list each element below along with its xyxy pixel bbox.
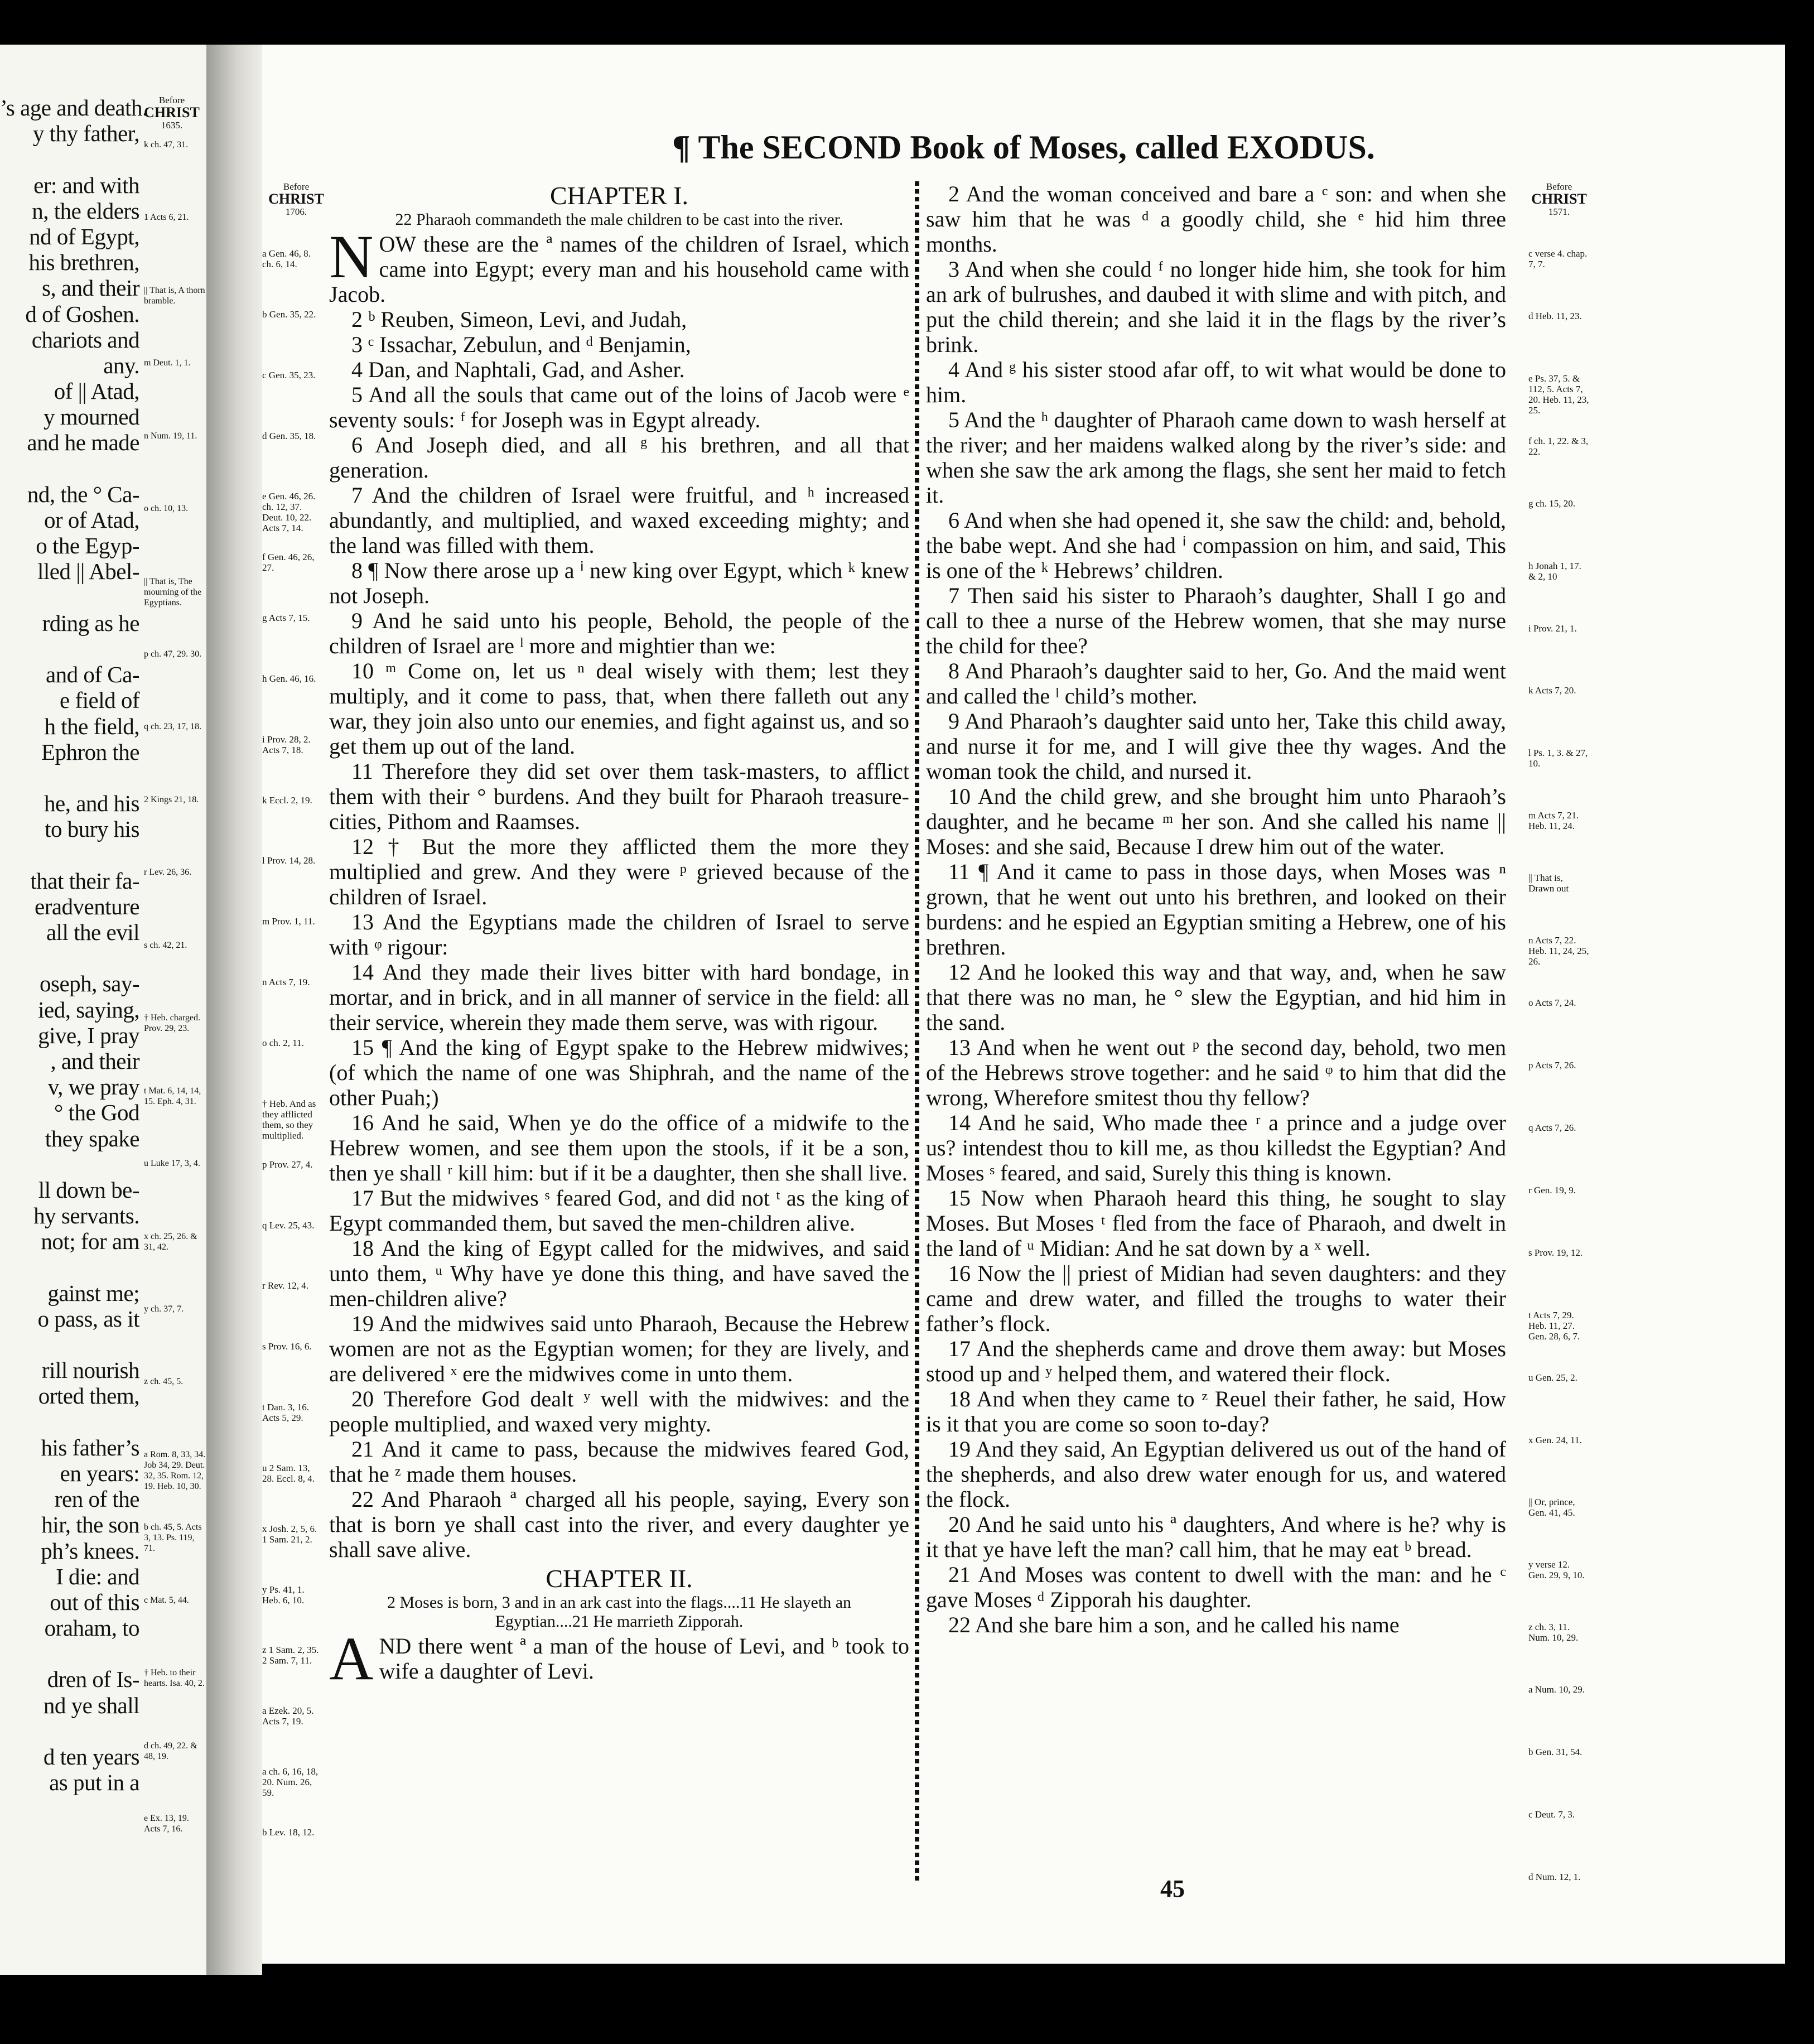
previous-page-line: hir, the son bbox=[41, 1512, 139, 1538]
previous-page-line: of || Atad, bbox=[54, 378, 139, 404]
previous-page-line: gainst me; bbox=[47, 1280, 139, 1306]
previous-page-line: oseph, say- bbox=[40, 971, 139, 997]
verse: 16 And he said, When ye do the office of a midwife to the Hebrew women, and see them upon the stools, if it be a son, then ye shall ʳ kill him: but if it be a daughter, then she shall live. bbox=[329, 1110, 909, 1185]
margin-reference-note: h Gen. 46, 16. bbox=[262, 673, 316, 684]
margin-reference-note: q Lev. 25, 43. bbox=[262, 1220, 315, 1231]
previous-page-line: oraham, to bbox=[44, 1615, 139, 1641]
verse: 9 And he said unto his people, Behold, the people of the children of Israel are ˡ more and mightier than we: bbox=[329, 608, 909, 658]
previous-page-line: dren of Is- bbox=[47, 1666, 139, 1693]
verse: 17 And the shepherds came and drove them away: but Moses stood up and ʸ helped them, and watered their flock. bbox=[926, 1336, 1506, 1386]
previous-page-line: his brethren, bbox=[28, 249, 139, 276]
previous-page-line: nd ye shall bbox=[43, 1692, 139, 1718]
margin-reference-note: z 1 Sam. 2, 35. 2 Sam. 7, 11. bbox=[262, 1645, 319, 1666]
previous-page-line: chariots and bbox=[31, 326, 139, 353]
margin-reference-note: k Eccl. 2, 19. bbox=[262, 795, 312, 806]
page-number: 45 bbox=[1160, 1875, 1185, 1902]
previous-page-line: y mourned bbox=[44, 404, 139, 430]
previous-page-line: they spake bbox=[45, 1125, 139, 1151]
previous-page-line: ° the God bbox=[54, 1100, 139, 1126]
margin-reference-note: p ch. 47, 29. 30. bbox=[144, 649, 202, 659]
verse: 12 And he looked this way and that way, and, when he saw that there was no man, he ° slew the Egyptian, and hid him in the sand. bbox=[926, 960, 1506, 1035]
margin-reference-note: m Acts 7, 21. Heb. 11, 24. bbox=[1528, 810, 1579, 831]
verse: 5 And the ʰ daughter of Pharaoh came down to wash herself at the river; and her maidens walked along by the river’s side: and when she saw the ark among the flags, she sent her maid to fetch it. bbox=[926, 407, 1506, 508]
previous-page-line: v, we pray bbox=[47, 1074, 139, 1100]
verse: 4 Dan, and Naphtali, Gad, and Asher. bbox=[351, 357, 685, 382]
verse: 14 And he said, Who made thee ʳ a prince and a judge over us? intendest thou to kill me, as thou killedst the Egyptian? And Moses ˢ feared, and said, Surely this thing is known. bbox=[926, 1110, 1506, 1185]
margin-reference-note: r Rev. 12, 4. bbox=[262, 1280, 308, 1291]
margin-reference-note: s Prov. 16, 6. bbox=[262, 1341, 312, 1352]
previous-page-line: all the evil bbox=[46, 919, 139, 945]
verse: 17 But the midwives ˢ feared God, and did not ᵗ as the king of Egypt commanded them, but saved the men-children alive. bbox=[329, 1185, 909, 1236]
previous-page-line: lled || Abel- bbox=[37, 558, 139, 585]
previous-page-line: n, the elders bbox=[32, 197, 139, 224]
verse: 2 ᵇ Reuben, Simeon, Levi, and Judah, bbox=[351, 307, 687, 332]
previous-page-line bbox=[0, 585, 139, 610]
chapter-1-verse-1 bbox=[329, 223, 909, 307]
previous-page-line: out of this bbox=[50, 1589, 139, 1615]
margin-reference-note: m Prov. 1, 11. bbox=[262, 916, 315, 927]
previous-page-line: o the Egyp- bbox=[36, 533, 139, 559]
previous-page-line: or of Atad, bbox=[44, 507, 139, 533]
verse: 4 And ᵍ his sister stood afar off, to wit what would be done to him. bbox=[926, 357, 1506, 407]
year-label: 1706. bbox=[285, 206, 307, 217]
book-title: ¶ The SECOND Book of Moses, called EXODUS. bbox=[672, 129, 1375, 166]
margin-reference-note: c Gen. 35, 23. bbox=[262, 370, 316, 380]
before-christ-previous bbox=[144, 95, 200, 131]
margin-reference-note: † Heb. to their hearts. Isa. 40, 2. bbox=[144, 1668, 205, 1688]
verse: 16 Now the || priest of Midian had seven daughters: and they came and drew water, and filled the troughs to water their father’s flock. bbox=[926, 1261, 1506, 1336]
margin-reference-note: z ch. 45, 5. bbox=[144, 1377, 184, 1386]
verse: 8 ¶ Now there arose up a ⁱ new king over Egypt, which ᵏ knew not Joseph. bbox=[329, 558, 909, 608]
previous-page-line: ren of the bbox=[54, 1486, 139, 1512]
previous-page-line: ’s age and death. bbox=[0, 95, 148, 120]
margin-reference-note: u Gen. 25, 2. bbox=[1528, 1372, 1577, 1383]
previous-page-line: give, I pray bbox=[38, 1022, 139, 1048]
margin-reference-note: s Prov. 19, 12. bbox=[1528, 1247, 1583, 1258]
verse: 18 And the king of Egypt called for the midwives, and said unto them, ᵘ Why have ye done this thing, and have saved the men-children alive? bbox=[329, 1236, 909, 1311]
verse: 22 And Pharaoh ª charged all his people, saying, Every son that is born ye shall cast into the river, and every daughter ye shall save alive. bbox=[329, 1487, 909, 1562]
before-christ-right bbox=[1528, 181, 1590, 217]
previous-page-line: , and their bbox=[50, 1048, 139, 1074]
previous-page-line: Ephron the bbox=[41, 739, 139, 765]
previous-page-line bbox=[0, 146, 139, 172]
verse: 19 And the midwives said unto Pharaoh, Because the Hebrew women are not as the Egyptian women; for they are lively, and are delivered ˣ ere the midwives come in unto them. bbox=[329, 1311, 909, 1386]
left-margin-references bbox=[262, 181, 327, 1838]
margin-reference-note: b Gen. 35, 22. bbox=[262, 309, 316, 320]
margin-reference-note: d Heb. 11, 23. bbox=[1528, 311, 1582, 321]
margin-reference-note: g Acts 7, 15. bbox=[262, 613, 310, 623]
verse: 13 And when he went out ᵖ the second day, behold, two men of the Hebrews strove together: and he said ᵠ to him that did the wrong, Wherefore smitest thou thy fellow? bbox=[926, 1035, 1506, 1110]
verse: 2 And the woman conceived and bare a ᶜ son: and when she saw him that he was ᵈ a goodly child, she ᵉ hid him three months. bbox=[926, 181, 1506, 257]
previous-page-line bbox=[0, 1151, 139, 1177]
christ-label: CHRIST bbox=[268, 191, 324, 207]
margin-reference-note: || That is, The mourning of the Egyptians. bbox=[144, 577, 202, 608]
verse-text: ND there went ª a man of the house of Levi, and ᵇ took to wife a daughter of Levi. bbox=[379, 1633, 909, 1684]
verse: 5 And all the souls that came out of the loins of Jacob were ᵉ seventy souls: ᶠ for Joseph was in Egypt already. bbox=[329, 382, 909, 432]
previous-page-line: he, and his bbox=[44, 790, 139, 817]
margin-reference-note: f ch. 1, 22. & 3, 22. bbox=[1528, 436, 1589, 457]
margin-reference-note: a Num. 10, 29. bbox=[1528, 1684, 1585, 1695]
verse: 18 And when they came to ᶻ Reuel their father, he said, How is it that you are come so soon to-day? bbox=[926, 1386, 1506, 1436]
column-divider bbox=[915, 181, 919, 1883]
previous-page-line: d ten years bbox=[43, 1744, 139, 1770]
margin-reference-note: † Heb. charged. Prov. 29, 23. bbox=[144, 1013, 200, 1033]
margin-reference-note: b Lev. 18, 12. bbox=[262, 1827, 315, 1838]
previous-page-line bbox=[0, 1254, 139, 1280]
previous-page-line: en years: bbox=[60, 1460, 139, 1486]
margin-reference-note: e Ex. 13, 19. Acts 7, 16. bbox=[144, 1814, 189, 1834]
verse: 9 And Pharaoh’s daughter said unto her, Take this child away, and nurse it for me, and I will give thee thy wages. And the woman took the child, and nursed it. bbox=[926, 708, 1506, 784]
verse: 21 And Moses was content to dwell with the man: and he ᶜ gave Moses ᵈ Zipporah his daughter. bbox=[926, 1562, 1506, 1612]
previous-page-line: I die: and bbox=[56, 1563, 139, 1589]
margin-reference-note: n Num. 19, 11. bbox=[144, 431, 197, 441]
previous-page-line bbox=[0, 1718, 139, 1744]
margin-reference-note: c Deut. 7, 3. bbox=[1528, 1809, 1575, 1820]
verse: 11 Therefore they did set over them task-masters, to afflict them with their ° burdens. And they built for Pharaoh treasure-cities, Pithom and Raamses. bbox=[329, 759, 909, 834]
previous-page-line: and he made bbox=[27, 430, 139, 456]
chapter-1-heading: CHAPTER I. bbox=[550, 181, 688, 210]
margin-reference-note: i Prov. 21, 1. bbox=[1528, 623, 1577, 634]
previous-page-line: ph’s knees. bbox=[41, 1537, 139, 1564]
verse: 15 Now when Pharaoh heard this thing, he sought to slay Moses. But Moses ᵗ fled from the face of Pharaoh, and dwelt in the land of ᵘ Midian: And he sat down by a ˣ well. bbox=[926, 1185, 1506, 1261]
verse: 14 And they made their lives bitter with hard bondage, in mortar, and in brick, and in all manner of service in the field: all their service, wherein they made them serve, was with rigour. bbox=[329, 960, 909, 1035]
previous-page-line bbox=[0, 1332, 139, 1357]
margin-reference-note: t Mat. 6, 14, 14, 15. Eph. 4, 31. bbox=[144, 1086, 201, 1106]
year-label: 1571. bbox=[1548, 206, 1570, 217]
margin-reference-note: a Ezek. 20, 5. Acts 7, 19. bbox=[262, 1705, 314, 1727]
margin-reference-note: p Acts 7, 26. bbox=[1528, 1060, 1576, 1071]
margin-reference-note: a Gen. 46, 8. ch. 6, 14. bbox=[262, 248, 311, 269]
previous-page-line bbox=[0, 945, 139, 971]
margin-reference-note: y Ps. 41, 1. Heb. 6, 10. bbox=[262, 1584, 305, 1606]
previous-page-line: that their fa- bbox=[30, 867, 139, 894]
margin-reference-note: d Gen. 35, 18. bbox=[262, 431, 316, 441]
margin-reference-note: m Deut. 1, 1. bbox=[144, 358, 191, 368]
previous-page-line: ll down be- bbox=[38, 1177, 139, 1203]
previous-page-line bbox=[0, 842, 139, 867]
margin-reference-note: x ch. 25, 26. & 31, 42. bbox=[144, 1232, 197, 1252]
margin-reference-note: z ch. 3, 11. Num. 10, 29. bbox=[1528, 1622, 1579, 1643]
verse: 21 And it came to pass, because the midwives feared God, that he ᶻ made them houses. bbox=[329, 1436, 909, 1487]
verse: 10 ᵐ Come on, let us ⁿ deal wisely with them; lest they multiply, and it come to pass, that, when there falleth out any war, they join also unto our enemies, and fight against us, and so get them up out of the land. bbox=[329, 658, 909, 759]
margin-reference-note: c Mat. 5, 44. bbox=[144, 1595, 189, 1605]
chapter-2-verses bbox=[926, 181, 1506, 1637]
chapter-2-summary: 2 Moses is born, 3 and in an ark cast into the flags....11 He slayeth an Egyptian....21 He marrieth Zipporah. bbox=[387, 1593, 852, 1631]
margin-reference-note: u 2 Sam. 13, 28. Eccl. 8, 4. bbox=[262, 1463, 315, 1484]
previous-page-line: o pass, as it bbox=[37, 1305, 139, 1332]
drop-cap-n: N bbox=[329, 223, 374, 291]
previous-page-line: rill nourish bbox=[41, 1357, 139, 1383]
before-christ-line: CHRIST bbox=[144, 104, 200, 120]
previous-page-line: hy servants. bbox=[33, 1203, 139, 1229]
previous-page-line: nd, the ° Ca- bbox=[27, 481, 139, 507]
previous-page-line: e field of bbox=[60, 687, 139, 714]
margin-reference-note: d Num. 12, 1. bbox=[1528, 1872, 1581, 1882]
margin-reference-note: q ch. 23, 17, 18. bbox=[144, 722, 202, 731]
previous-page-line bbox=[0, 456, 139, 481]
christ-label: CHRIST bbox=[1531, 191, 1587, 207]
margin-reference-note: r Gen. 19, 9. bbox=[1528, 1185, 1576, 1195]
previous-page-line: h the field, bbox=[44, 713, 139, 739]
margin-reference-note: x Josh. 2, 5, 6. 1 Sam. 21, 2. bbox=[262, 1524, 317, 1545]
margin-reference-note: o ch. 10, 13. bbox=[144, 504, 189, 513]
margin-reference-note: c verse 4. chap. 7, 7. bbox=[1528, 248, 1588, 269]
margin-reference-note: l Ps. 1, 3. & 27, 10. bbox=[1528, 748, 1588, 769]
margin-reference-note: || Or, prince, Gen. 41, 45. bbox=[1528, 1497, 1575, 1518]
verse: 15 ¶ And the king of Egypt spake to the Hebrew midwives; (of which the name of one was Shiphrah, and the name of the other Puah;) bbox=[329, 1035, 909, 1110]
margin-reference-note: y verse 12. Gen. 29, 9, 10. bbox=[1528, 1559, 1585, 1580]
chapter-2-verse-1 bbox=[329, 1624, 909, 1693]
margin-reference-note: b Gen. 31, 54. bbox=[1528, 1747, 1583, 1757]
margin-reference-note: n Acts 7, 19. bbox=[262, 977, 310, 987]
margin-reference-note: o ch. 2, 11. bbox=[262, 1038, 304, 1048]
before-christ-left bbox=[266, 181, 327, 217]
margin-reference-note: a ch. 6, 16, 18, 20. Num. 26, 59. bbox=[262, 1766, 319, 1798]
margin-reference-note: l Prov. 14, 28. bbox=[262, 855, 316, 866]
book-gutter bbox=[206, 45, 262, 1975]
text-column-right bbox=[926, 181, 1506, 1637]
margin-reference-note: b ch. 45, 5. Acts 3, 13. Ps. 119, 71. bbox=[144, 1522, 202, 1553]
margin-reference-note: i Prov. 28, 2. Acts 7, 18. bbox=[262, 734, 311, 755]
verse: 7 Then said his sister to Pharaoh’s daughter, Shall I go and call to thee a nurse of the Hebrew women, that she may nurse the child for thee? bbox=[926, 583, 1506, 658]
verse: 10 And the child grew, and she brought him unto Pharaoh’s daughter, and he became ᵐ her son. And she called his name || Moses: and she said, Because I drew him out of the water. bbox=[926, 784, 1506, 859]
margin-reference-note: 1 Acts 6, 21. bbox=[144, 213, 189, 222]
text-column-left bbox=[329, 181, 909, 1693]
margin-reference-note: q Acts 7, 26. bbox=[1528, 1122, 1576, 1133]
verse: 7 And the children of Israel were fruitful, and ʰ increased abundantly, and multiplied, and waxed exceeding mighty; and the land was filled with them. bbox=[329, 483, 909, 558]
page-edge-shadow bbox=[1785, 45, 1814, 1975]
margin-reference-note: n Acts 7, 22. Heb. 11, 24, 25, 26. bbox=[1528, 935, 1589, 967]
previous-page-text bbox=[0, 95, 148, 1796]
before-christ-line: 1635. bbox=[161, 120, 183, 131]
previous-page-line: any. bbox=[103, 352, 139, 378]
previous-page-line: not; for am bbox=[41, 1228, 139, 1255]
margin-reference-note: x Gen. 24, 11. bbox=[1528, 1435, 1582, 1445]
previous-page-line: to bury his bbox=[45, 816, 139, 842]
previous-page-line: his father’s bbox=[41, 1434, 139, 1460]
main-page bbox=[262, 45, 1785, 1964]
previous-page-line bbox=[0, 765, 139, 790]
previous-page-line bbox=[0, 636, 139, 662]
verse: 20 And he said unto his ª daughters, And where is he? why is it that ye have left the man? call him, that he may eat ᵇ bread. bbox=[926, 1512, 1506, 1562]
margin-reference-note: k ch. 47, 31. bbox=[144, 140, 189, 150]
margin-reference-note: e Ps. 37, 5. & 112, 5. Acts 7, 20. Heb. 11, 23, 25. bbox=[1528, 373, 1589, 416]
verse: 22 And she bare him a son, and he called his name bbox=[948, 1612, 1400, 1637]
margin-reference-note: o Acts 7, 24. bbox=[1528, 997, 1576, 1008]
previous-page-line: er: and with bbox=[33, 172, 139, 198]
previous-page-line: orted them, bbox=[38, 1383, 139, 1409]
previous-page-line bbox=[0, 1641, 139, 1666]
margin-reference-note: k Acts 7, 20. bbox=[1528, 685, 1576, 696]
verse: 11 ¶ And it came to pass in those days, when Moses was ⁿ grown, that he went out unto his brethren, and looked on their burdens: and he espied an Egyptian smiting a Hebrew, one of his brethren. bbox=[926, 859, 1506, 960]
previous-page-line: nd of Egypt, bbox=[29, 223, 139, 249]
margin-reference-note: r Lev. 26, 36. bbox=[144, 867, 192, 877]
margin-reference-note: g ch. 15, 20. bbox=[1528, 498, 1576, 509]
margin-reference-note: e Gen. 46, 26. ch. 12, 37. Deut. 10, 22. Acts 7, 14. bbox=[262, 491, 316, 533]
chapter-2-heading: CHAPTER II. bbox=[546, 1564, 693, 1593]
margin-reference-note: p Prov. 27, 4. bbox=[262, 1159, 313, 1170]
margin-reference-note: a Rom. 8, 33, 34. Job 34, 29. Deut. 32, 35. Rom. 12, 19. Heb. 10, 30. bbox=[144, 1450, 206, 1491]
previous-page-line bbox=[0, 1409, 139, 1435]
margin-reference-note: 2 Kings 21, 18. bbox=[144, 795, 199, 804]
previous-page bbox=[0, 45, 206, 1975]
right-margin-references bbox=[1528, 181, 1590, 1882]
margin-reference-note: u Luke 17, 3, 4. bbox=[144, 1159, 200, 1168]
verse-text: OW these are the ª names of the children of Israel, which came into Egypt; every man and his household came with Jacob. bbox=[329, 232, 909, 307]
previous-page-line: ied, saying, bbox=[38, 996, 139, 1023]
before-label: Before bbox=[1546, 181, 1572, 192]
margin-reference-note: h Jonah 1, 17. & 2, 10 bbox=[1528, 561, 1581, 582]
margin-reference-note: || That is, Drawn out bbox=[1528, 872, 1569, 894]
margin-reference-note: y ch. 37, 7. bbox=[144, 1304, 184, 1314]
verse: 6 And Joseph died, and all ᵍ his brethren, and all that generation. bbox=[329, 432, 909, 483]
verse: 19 And they said, An Egyptian delivered us out of the hand of the shepherds, and also drew water enough for us, and watered the flock. bbox=[926, 1436, 1506, 1512]
chapter-1-verses bbox=[329, 307, 909, 1562]
margin-reference-note: d ch. 49, 22. & 48, 19. bbox=[144, 1741, 197, 1761]
drop-cap-a: A bbox=[329, 1624, 374, 1693]
previous-page-line: and of Ca- bbox=[45, 662, 139, 688]
before-label: Before bbox=[283, 181, 310, 192]
verse: 12 † But the more they afflicted them the more they multiplied and grew. And they were ᵖ grieved because of the children of Israel. bbox=[329, 834, 909, 909]
previous-page-line: s, and their bbox=[41, 275, 139, 301]
margin-reference-note: s ch. 42, 21. bbox=[144, 941, 187, 950]
margin-reference-note: || That is, A thorn bramble. bbox=[144, 286, 205, 306]
verse: 8 And Pharaoh’s daughter said to her, Go. And the maid went and called the ˡ child’s mother. bbox=[926, 658, 1506, 708]
verse: 3 And when she could ᶠ no longer hide him, she took for him an ark of bulrushes, and daubed it with slime and with pitch, and put the child therein; and she laid it in the flags by the river’s brink. bbox=[926, 257, 1506, 357]
margin-reference-note: t Dan. 3, 16. Acts 5, 29. bbox=[262, 1402, 310, 1423]
margin-reference-note: f Gen. 46, 26, 27. bbox=[262, 552, 315, 573]
verse: 3 ᶜ Issachar, Zebulun, and ᵈ Benjamin, bbox=[351, 332, 691, 357]
previous-page-line: as put in a bbox=[49, 1770, 139, 1796]
margin-reference-note: † Heb. And as they afflicted them, so they multiplied. bbox=[262, 1098, 316, 1141]
previous-page-line: eradventure bbox=[35, 893, 139, 919]
previous-page-line: d of Goshen. bbox=[25, 301, 139, 327]
previous-page-line: y thy father, bbox=[32, 120, 139, 147]
verse: 13 And the Egyptians made the children of Israel to serve with ᵠ rigour: bbox=[329, 909, 909, 960]
verse: 6 And when she had opened it, she saw the child: and, behold, the babe wept. And she had ⁱ compassion on him, and said, This is one of the ᵏ Hebrews’ children. bbox=[926, 508, 1506, 583]
verse: 20 Therefore God dealt ʸ well with the midwives: and the people multiplied, and waxed very mighty. bbox=[329, 1386, 909, 1436]
margin-reference-note: t Acts 7, 29. Heb. 11, 27. Gen. 28, 6, 7. bbox=[1528, 1310, 1580, 1342]
before-christ-line: Before bbox=[158, 95, 185, 105]
previous-page-line: rding as he bbox=[42, 610, 139, 636]
chapter-1-summary: 22 Pharaoh commandeth the male children to be cast into the river. bbox=[395, 210, 843, 229]
